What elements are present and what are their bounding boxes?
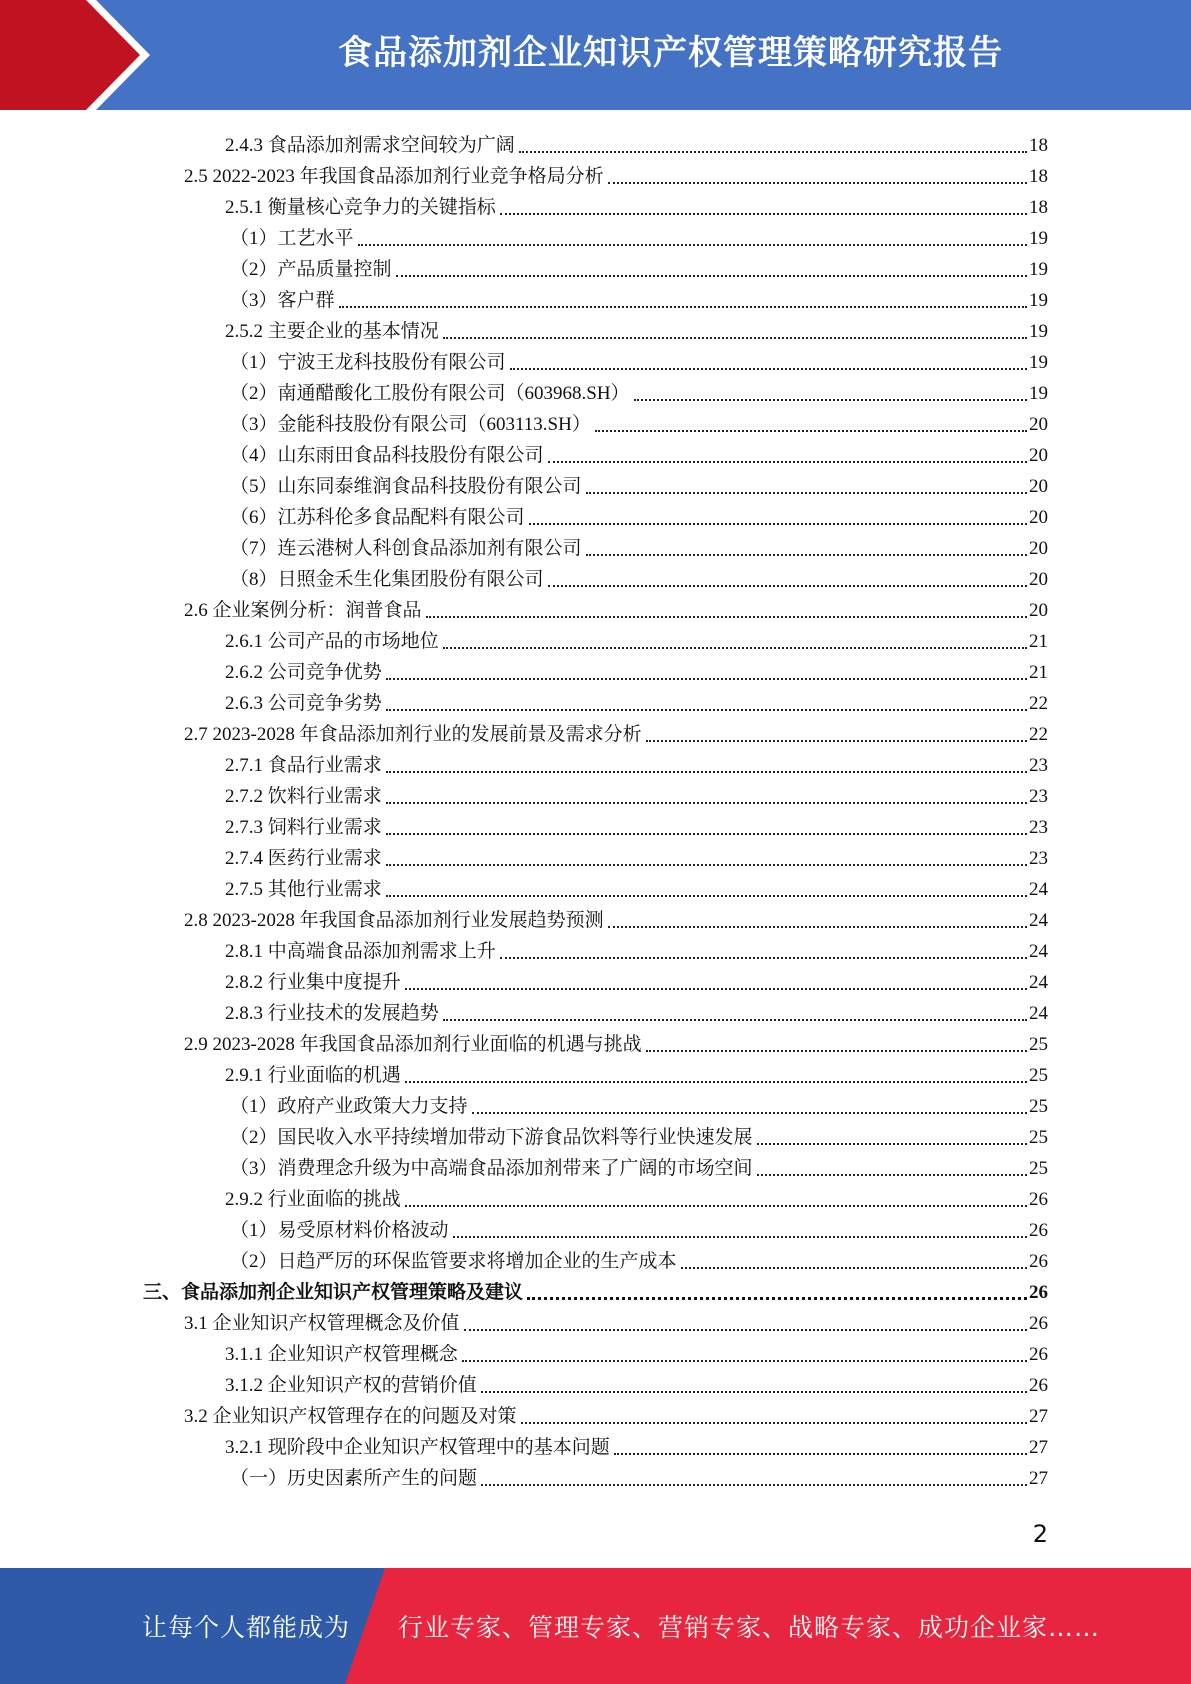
toc-entry[interactable] bbox=[225, 779, 1048, 810]
toc-leader-dots bbox=[519, 151, 1027, 153]
toc-entry-label: 2.7.4 医药行业需求 bbox=[225, 848, 382, 869]
toc-entry[interactable] bbox=[230, 1213, 1048, 1244]
toc-entry[interactable] bbox=[230, 376, 1048, 407]
footer-banner bbox=[0, 1568, 1191, 1684]
toc-entry[interactable] bbox=[225, 314, 1048, 345]
toc-leader-dots bbox=[510, 368, 1027, 370]
chevron-arrow-red-icon bbox=[0, 0, 140, 110]
toc-entry[interactable] bbox=[225, 1337, 1048, 1368]
toc-entry-label: （6）江苏科伦多食品配料有限公司 bbox=[230, 507, 525, 528]
toc-entry-label: （2）国民收入水平持续增加带动下游食品饮料等行业快速发展 bbox=[230, 1127, 753, 1148]
toc-leader-dots bbox=[386, 833, 1027, 835]
toc-entry-page: 25 bbox=[1029, 1034, 1048, 1055]
toc-leader-dots bbox=[358, 244, 1027, 246]
toc-entry-label: （5）山东同泰维润食品科技股份有限公司 bbox=[230, 476, 582, 497]
toc-leader-dots bbox=[386, 864, 1027, 866]
toc-entry-label: （2）南通醋酸化工股份有限公司（603968.SH） bbox=[230, 383, 630, 404]
toc-entry-page: 26 bbox=[1029, 1189, 1048, 1210]
toc-entry[interactable] bbox=[225, 810, 1048, 841]
toc-leader-dots bbox=[608, 926, 1027, 928]
footer-slogan-left: 让每个人都能成为 bbox=[142, 1613, 351, 1642]
toc-entry-page: 25 bbox=[1029, 1065, 1048, 1086]
toc-entry-page: 26 bbox=[1029, 1220, 1048, 1241]
toc-leader-dots bbox=[462, 1360, 1027, 1362]
toc-leader-dots bbox=[386, 802, 1027, 804]
toc-entry-label: （2）产品质量控制 bbox=[230, 259, 392, 280]
toc-leader-dots bbox=[472, 1112, 1027, 1114]
toc-entry-page: 27 bbox=[1029, 1406, 1048, 1427]
toc-entry[interactable] bbox=[230, 438, 1048, 469]
toc-entry-label: 2.7.1 食品行业需求 bbox=[225, 755, 382, 776]
toc-entry[interactable] bbox=[225, 996, 1048, 1027]
toc-leader-dots bbox=[405, 1205, 1027, 1207]
toc-leader-dots bbox=[443, 1019, 1027, 1021]
toc-entry-page: 27 bbox=[1029, 1437, 1048, 1458]
document-title: 食品添加剂企业知识产权管理策略研究报告 bbox=[338, 33, 1003, 73]
toc-entry-page: 20 bbox=[1029, 476, 1048, 497]
toc-entry-label: （3）消费理念升级为中高端食品添加剂带来了广阔的市场空间 bbox=[230, 1158, 753, 1179]
toc-leader-dots bbox=[646, 740, 1027, 742]
toc-leader-dots bbox=[386, 678, 1027, 680]
toc-entry[interactable] bbox=[184, 1399, 1048, 1430]
toc-leader-dots bbox=[634, 399, 1027, 401]
toc-entry[interactable] bbox=[225, 1430, 1048, 1461]
toc-entry-page: 20 bbox=[1029, 538, 1048, 559]
toc-entry-label: 2.5.2 主要企业的基本情况 bbox=[225, 321, 439, 342]
toc-leader-dots bbox=[386, 895, 1027, 897]
toc-entry[interactable] bbox=[230, 469, 1048, 500]
toc-leader-dots bbox=[481, 1391, 1027, 1393]
toc-entry-page: 22 bbox=[1029, 693, 1048, 714]
toc-entry-page: 20 bbox=[1029, 600, 1048, 621]
toc-leader-dots bbox=[405, 1081, 1027, 1083]
toc-entry-page: 23 bbox=[1029, 848, 1048, 869]
toc-entry-label: 2.9.2 行业面临的挑战 bbox=[225, 1189, 401, 1210]
toc-entry[interactable] bbox=[184, 1306, 1048, 1337]
toc-entry-label: 3.1 企业知识产权管理概念及价值 bbox=[184, 1313, 460, 1334]
toc-entry-label: （1）工艺水平 bbox=[230, 228, 354, 249]
toc-entry-page: 18 bbox=[1029, 166, 1048, 187]
toc-entry-page: 26 bbox=[1029, 1375, 1048, 1396]
toc-entry[interactable] bbox=[230, 345, 1048, 376]
toc-leader-dots bbox=[500, 213, 1027, 215]
toc-entry[interactable] bbox=[225, 624, 1048, 655]
toc-entry-label: 3.1.2 企业知识产权的营销价值 bbox=[225, 1375, 477, 1396]
toc-leader-dots bbox=[443, 337, 1027, 339]
toc-entry-page: 23 bbox=[1029, 817, 1048, 838]
toc-entry[interactable] bbox=[225, 1058, 1048, 1089]
toc-entry-label: 2.8 2023-2028 年我国食品添加剂行业发展趋势预测 bbox=[184, 910, 604, 931]
toc-entry-page: 25 bbox=[1029, 1127, 1048, 1148]
toc-entry-page: 26 bbox=[1029, 1313, 1048, 1334]
toc-entry-label: （1）政府产业政策大力支持 bbox=[230, 1096, 468, 1117]
toc-entry-page: 19 bbox=[1029, 259, 1048, 280]
toc-entry[interactable] bbox=[230, 500, 1048, 531]
toc-entry-label: 2.8.1 中高端食品添加剂需求上升 bbox=[225, 941, 496, 962]
toc-entry-label: 2.7 2023-2028 年食品添加剂行业的发展前景及需求分析 bbox=[184, 724, 642, 745]
toc-entry-page: 24 bbox=[1029, 972, 1048, 993]
toc-entry-label: （一）历史因素所产生的问题 bbox=[230, 1468, 478, 1489]
toc-entry-label: 2.7.3 饲料行业需求 bbox=[225, 817, 382, 838]
toc-entry-page: 18 bbox=[1029, 197, 1048, 218]
toc-leader-dots bbox=[595, 430, 1027, 432]
toc-leader-dots bbox=[464, 1329, 1027, 1331]
toc-leader-dots bbox=[757, 1174, 1027, 1176]
toc-entry[interactable] bbox=[230, 1120, 1048, 1151]
toc-entry-label: （3）金能科技股份有限公司（603113.SH） bbox=[230, 414, 591, 435]
toc-leader-dots bbox=[426, 616, 1027, 618]
toc-entry-page: 19 bbox=[1029, 228, 1048, 249]
toc-entry-label: （1）易受原材料价格波动 bbox=[230, 1220, 449, 1241]
toc-entry-page: 20 bbox=[1029, 569, 1048, 590]
toc-entry-label: 2.5.1 衡量核心竞争力的关键指标 bbox=[225, 197, 496, 218]
toc-entry[interactable] bbox=[225, 686, 1048, 717]
toc-entry[interactable] bbox=[225, 965, 1048, 996]
toc-entry[interactable] bbox=[230, 1461, 1048, 1492]
toc-entry[interactable] bbox=[225, 841, 1048, 872]
toc-entry-label: （3）客户群 bbox=[230, 290, 335, 311]
toc-entry[interactable] bbox=[230, 1151, 1048, 1182]
toc-entry[interactable] bbox=[230, 531, 1048, 562]
toc-entry-page: 25 bbox=[1029, 1096, 1048, 1117]
toc-entry-page: 23 bbox=[1029, 786, 1048, 807]
toc-entry[interactable] bbox=[225, 872, 1048, 903]
toc-entry-page: 24 bbox=[1029, 910, 1048, 931]
toc-entry-label: （7）连云港树人科创食品添加剂有限公司 bbox=[230, 538, 582, 559]
toc-entry-label: 3.2.1 现阶段中企业知识产权管理中的基本问题 bbox=[225, 1437, 610, 1458]
toc-entry-label: 2.7.2 饮料行业需求 bbox=[225, 786, 382, 807]
toc-entry-label: 2.9 2023-2028 年我国食品添加剂行业面临的机遇与挑战 bbox=[184, 1034, 642, 1055]
toc-entry[interactable] bbox=[184, 903, 1048, 934]
toc-leader-dots bbox=[521, 1422, 1027, 1424]
toc-entry[interactable] bbox=[225, 1368, 1048, 1399]
toc-leader-dots bbox=[646, 1050, 1027, 1052]
toc-leader-dots bbox=[681, 1267, 1027, 1269]
toc-entry[interactable] bbox=[230, 1244, 1048, 1275]
toc-entry-label: 2.8.3 行业技术的发展趋势 bbox=[225, 1003, 439, 1024]
toc-entry[interactable] bbox=[184, 159, 1048, 190]
toc-entry-label: （2）日趋严厉的环保监管要求将增加企业的生产成本 bbox=[230, 1251, 677, 1272]
toc-leader-dots bbox=[614, 1453, 1027, 1455]
toc-entry[interactable] bbox=[230, 252, 1048, 283]
toc-entry-page: 18 bbox=[1029, 135, 1048, 156]
toc-leader-dots bbox=[548, 585, 1027, 587]
toc-entry-page: 27 bbox=[1029, 1468, 1048, 1489]
toc-entry-page: 26 bbox=[1029, 1251, 1048, 1272]
toc-entry-label: 2.6 企业案例分析：润普食品 bbox=[184, 600, 422, 621]
toc-leader-dots bbox=[453, 1236, 1027, 1238]
toc-leader-dots bbox=[586, 554, 1027, 556]
toc-entry-label: （1）宁波王龙科技股份有限公司 bbox=[230, 352, 506, 373]
toc-entry-page: 19 bbox=[1029, 352, 1048, 373]
toc-entry-page: 24 bbox=[1029, 1003, 1048, 1024]
toc-entry[interactable] bbox=[230, 407, 1048, 438]
toc-leader-dots bbox=[608, 182, 1027, 184]
toc-entry[interactable] bbox=[225, 190, 1048, 221]
toc-leader-dots bbox=[339, 306, 1027, 308]
page-number: 2 bbox=[1032, 1520, 1048, 1548]
toc-leader-dots bbox=[548, 461, 1027, 463]
toc-entry-page: 19 bbox=[1029, 290, 1048, 311]
header-banner bbox=[0, 0, 1191, 110]
toc-entry[interactable] bbox=[184, 593, 1048, 624]
toc-entry-label: 2.6.2 公司竞争优势 bbox=[225, 662, 382, 683]
toc-entry-label: 3.2 企业知识产权管理存在的问题及对策 bbox=[184, 1406, 517, 1427]
toc-entry-page: 19 bbox=[1029, 383, 1048, 404]
toc-leader-dots bbox=[500, 957, 1027, 959]
toc-entry-page: 21 bbox=[1029, 662, 1048, 683]
toc-leader-dots bbox=[757, 1143, 1027, 1145]
toc-entry[interactable] bbox=[225, 934, 1048, 965]
toc-leader-dots bbox=[396, 275, 1027, 277]
toc-entry[interactable] bbox=[230, 562, 1048, 593]
toc-entry-page: 23 bbox=[1029, 755, 1048, 776]
toc-entry[interactable] bbox=[230, 1089, 1048, 1120]
toc-entry[interactable] bbox=[143, 1275, 1048, 1306]
toc-entry-label: 3.1.1 企业知识产权管理概念 bbox=[225, 1344, 458, 1365]
toc-entry-label: 三、食品添加剂企业知识产权管理策略及建议 bbox=[143, 1282, 524, 1303]
toc-entry-label: 2.6.1 公司产品的市场地位 bbox=[225, 631, 439, 652]
toc-entry-page: 26 bbox=[1029, 1282, 1048, 1303]
toc-entry-label: 2.6.3 公司竞争劣势 bbox=[225, 693, 382, 714]
toc-entry[interactable] bbox=[225, 655, 1048, 686]
toc-entry-page: 19 bbox=[1029, 321, 1048, 342]
toc-entry-page: 21 bbox=[1029, 631, 1048, 652]
toc-entry[interactable] bbox=[230, 283, 1048, 314]
toc-entry-page: 24 bbox=[1029, 941, 1048, 962]
toc-entry-label: 2.9.1 行业面临的机遇 bbox=[225, 1065, 401, 1086]
toc-entry-label: （4）山东雨田食品科技股份有限公司 bbox=[230, 445, 544, 466]
toc-entry-label: 2.5 2022-2023 年我国食品添加剂行业竞争格局分析 bbox=[184, 166, 604, 187]
toc-leader-dots bbox=[386, 709, 1027, 711]
toc-leader-dots bbox=[481, 1484, 1027, 1486]
toc-entry[interactable] bbox=[230, 221, 1048, 252]
toc-entry-page: 26 bbox=[1029, 1344, 1048, 1365]
toc-leader-dots bbox=[527, 1297, 1027, 1300]
toc-entry-label: 2.4.3 食品添加剂需求空间较为广阔 bbox=[225, 135, 515, 156]
toc-entry[interactable] bbox=[225, 1182, 1048, 1213]
toc-entry[interactable] bbox=[184, 1027, 1048, 1058]
toc-entry-page: 24 bbox=[1029, 879, 1048, 900]
toc-leader-dots bbox=[586, 492, 1027, 494]
toc-leader-dots bbox=[529, 523, 1027, 525]
toc-leader-dots bbox=[405, 988, 1027, 990]
toc-leader-dots bbox=[443, 647, 1027, 649]
toc-entry[interactable] bbox=[225, 128, 1048, 159]
footer-slogan-right: 行业专家、管理专家、营销专家、战略专家、成功企业家…… bbox=[398, 1613, 1101, 1642]
toc-entry-label: （8）日照金禾生化集团股份有限公司 bbox=[230, 569, 544, 590]
toc-entry-page: 20 bbox=[1029, 414, 1048, 435]
toc-entry-page: 20 bbox=[1029, 507, 1048, 528]
toc-entry-page: 20 bbox=[1029, 445, 1048, 466]
toc-entry-label: 2.7.5 其他行业需求 bbox=[225, 879, 382, 900]
toc-entry-page: 22 bbox=[1029, 724, 1048, 745]
toc-entry[interactable] bbox=[184, 717, 1048, 748]
toc-entry[interactable] bbox=[225, 748, 1048, 779]
toc-entry-page: 25 bbox=[1029, 1158, 1048, 1179]
toc-entry-label: 2.8.2 行业集中度提升 bbox=[225, 972, 401, 993]
toc-leader-dots bbox=[386, 771, 1027, 773]
